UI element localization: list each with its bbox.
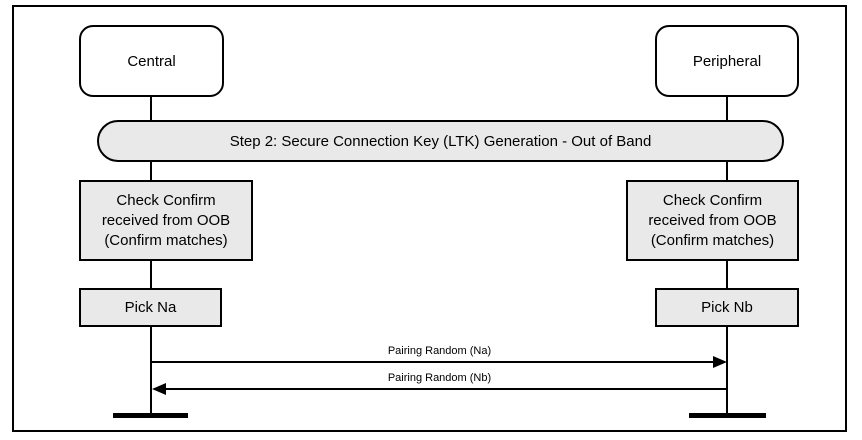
check-confirm-line: (Confirm matches): [650, 231, 775, 249]
actor-label-central: Central: [127, 52, 176, 70]
step-banner-label: Step 2: Secure Connection Key (LTK) Generation - Out of Band: [229, 132, 652, 150]
message-line-pairing-random-na: [151, 361, 713, 363]
peripheral-lifeline-end-bar: [689, 413, 766, 418]
pick-nb-box: [655, 288, 799, 327]
central-lifeline-end-bar: [113, 413, 188, 418]
check-confirm-line: Check Confirm: [116, 191, 216, 209]
message-label-pairing-random-na: Pairing Random (Na): [387, 345, 492, 357]
actor-label-peripheral: Peripheral: [692, 52, 762, 70]
check-confirm-line: received from OOB: [101, 211, 231, 229]
step-banner: [97, 120, 784, 162]
actor-box-central: [79, 25, 224, 97]
check-confirm-line: (Confirm matches): [104, 231, 228, 249]
message-line-pairing-random-nb: [166, 388, 727, 390]
arrowhead-right-icon: [713, 356, 727, 368]
check-confirm-box-peripheral: [626, 180, 799, 261]
check-confirm-box-central: [79, 180, 253, 261]
pick-nb-label: Pick Nb: [701, 299, 753, 316]
message-label-pairing-random-nb: Pairing Random (Nb): [387, 372, 492, 384]
actor-box-peripheral: [655, 25, 799, 97]
check-confirm-line: received from OOB: [648, 211, 777, 229]
check-confirm-line: Check Confirm: [662, 191, 763, 209]
arrowhead-left-icon: [152, 383, 166, 395]
pick-na-box: [79, 288, 222, 327]
pick-na-label: Pick Na: [124, 299, 177, 316]
